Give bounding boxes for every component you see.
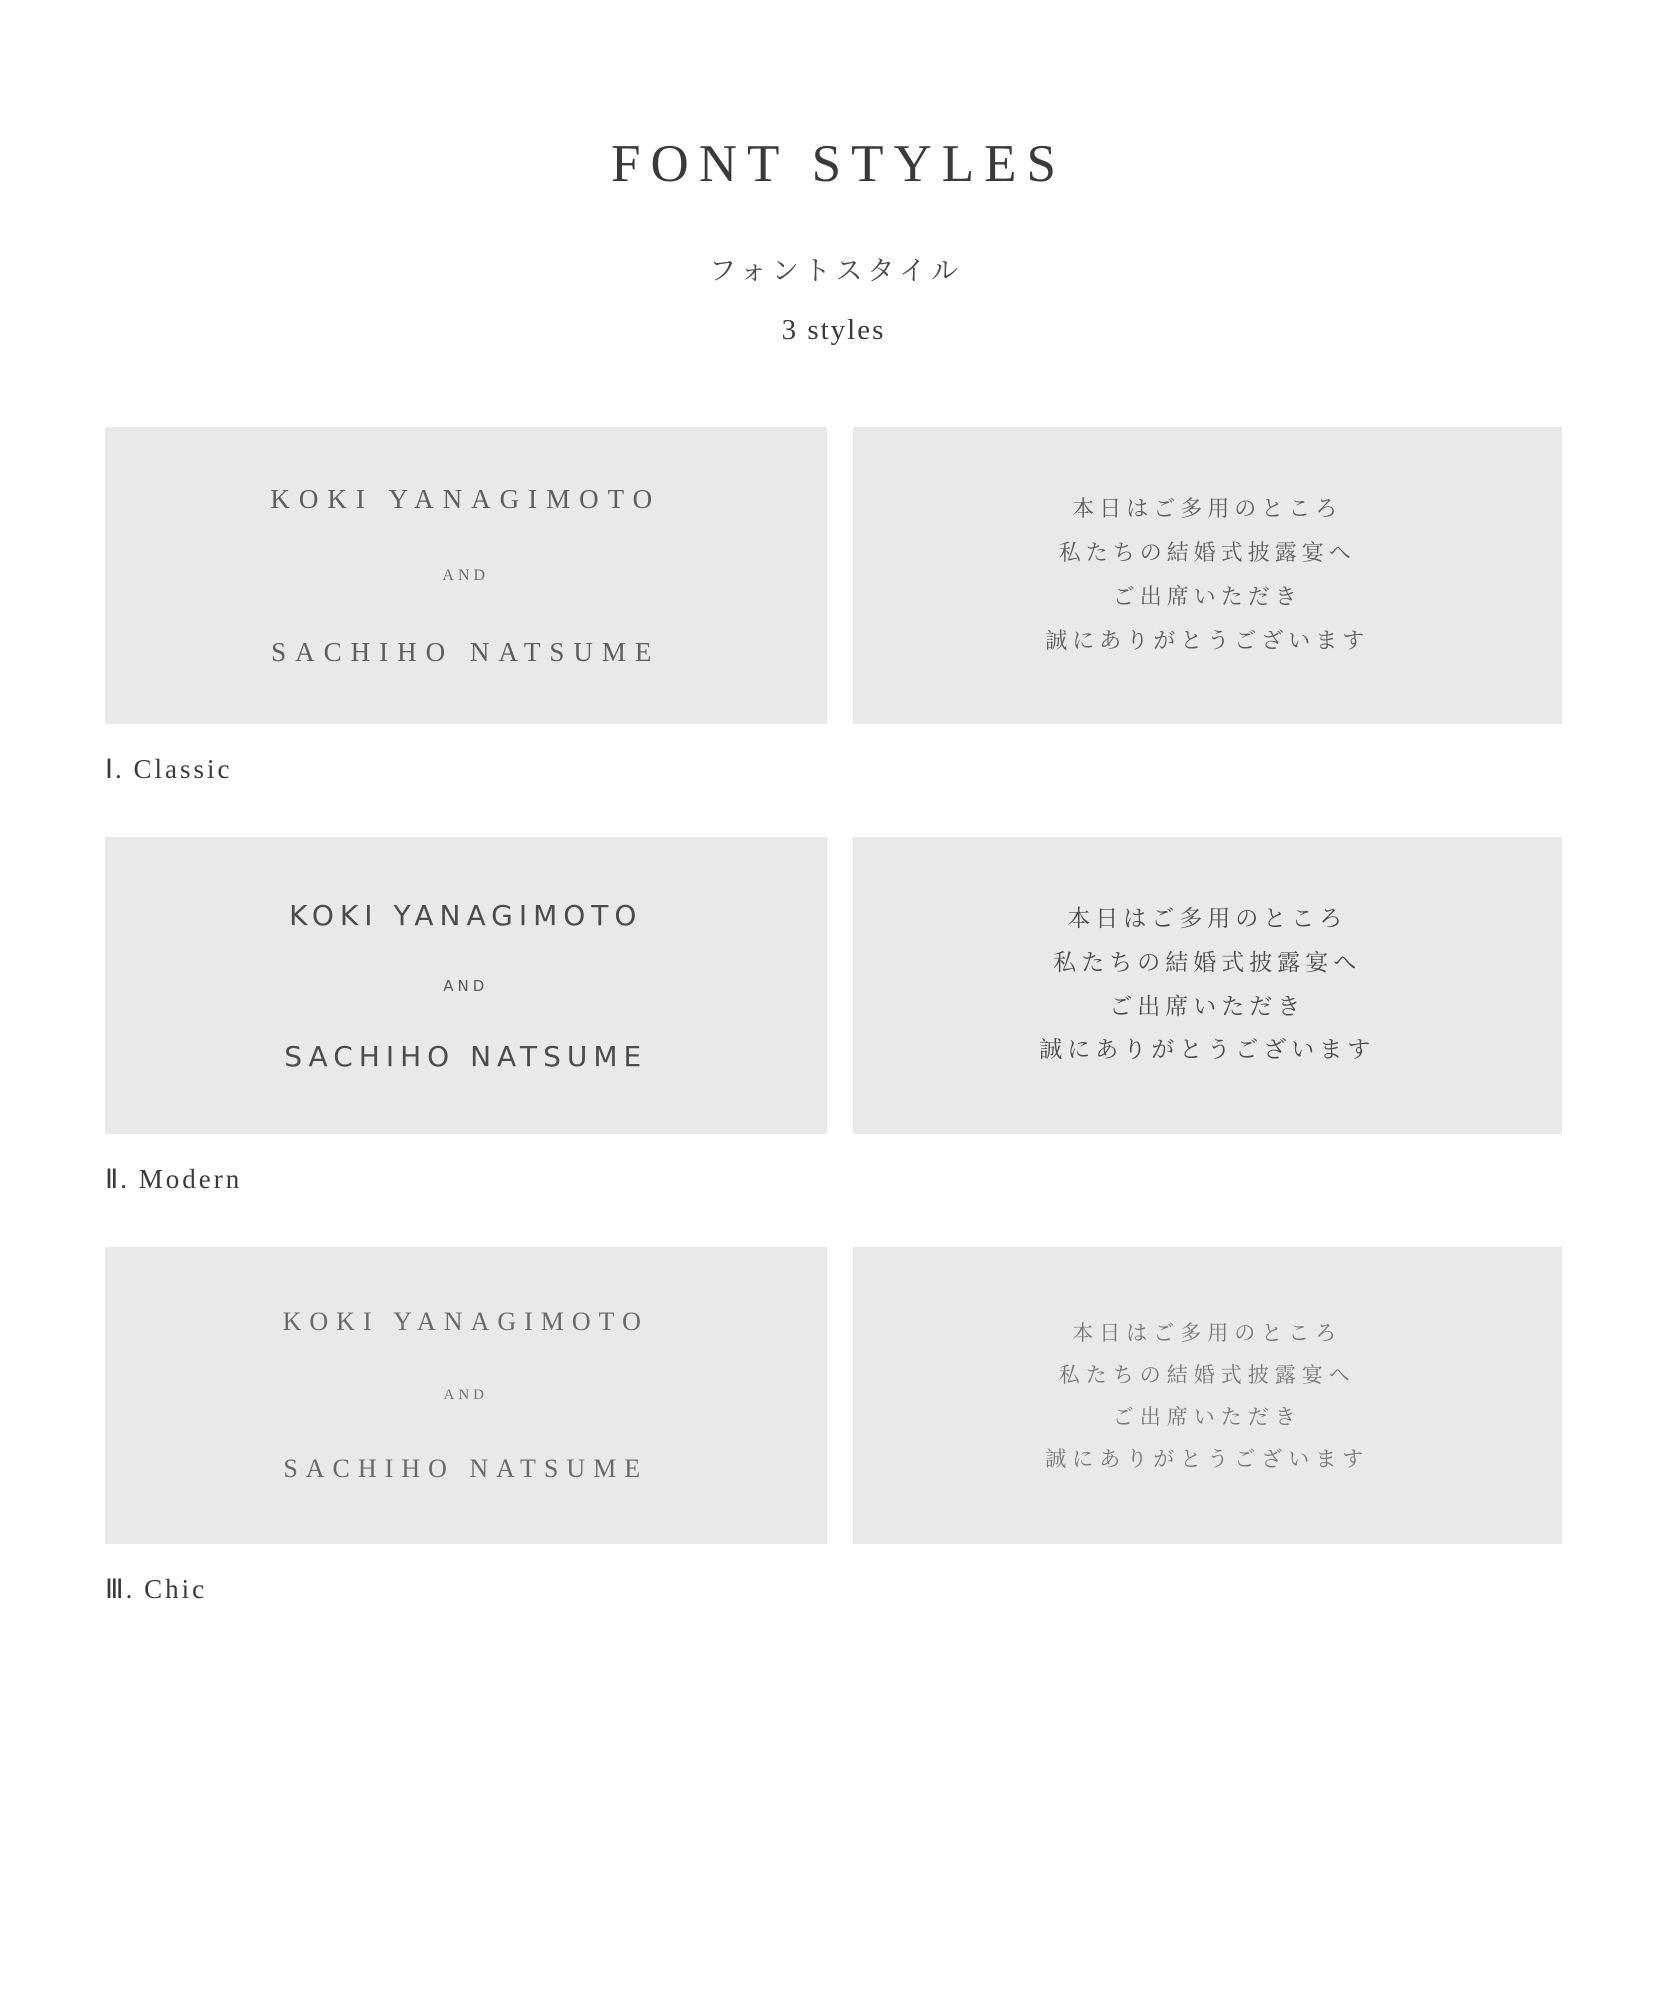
message-line-2: 私たちの結婚式披露宴へ [1053,949,1362,976]
style-label-chic [105,1574,1562,1605]
name-second: SACHIHO NATSUME [284,1039,648,1073]
message-preview-card-modern [853,837,1563,1134]
style-block-chic [0,1247,1667,1605]
message-line-4: 誠にありがとうございます [1045,1446,1370,1471]
message-line-4: 誠にありがとうございます [1039,1037,1376,1064]
message-line-4: 誠にありがとうございます [1045,628,1370,654]
style-numeral: Ⅲ. [105,1574,135,1604]
name-connector: AND [443,1387,488,1403]
message-preview-card-classic [853,427,1563,724]
style-block-modern [0,837,1667,1195]
name-connector: AND [443,976,489,995]
name-second: SACHIHO NATSUME [283,1454,649,1483]
page-title: FONT STYLES [610,135,1067,193]
style-name: Chic [144,1574,208,1604]
style-label-modern [105,1164,1562,1195]
message-line-1: 本日はご多用のところ [1072,496,1343,522]
style-numeral: Ⅱ. [105,1164,130,1194]
names-preview-card-classic [105,427,827,724]
message-preview-card-chic [853,1247,1563,1544]
message-line-1: 本日はご多用のところ [1067,906,1348,933]
name-connector: AND [442,566,490,584]
message-line-3: ご出席いただき [1112,1404,1302,1429]
name-first: KOKI YANAGIMOTO [289,898,643,932]
message-line-2: 私たちの結婚式披露宴へ [1058,1362,1356,1387]
message-line-3: ご出席いただき [1112,584,1302,610]
style-card-row [105,427,1562,724]
page-subtitle-count: 3 styles [781,314,886,346]
names-preview-card-modern [105,837,827,1134]
message-line-2: 私たちの結婚式披露宴へ [1058,540,1356,566]
style-name: Modern [138,1164,243,1194]
names-preview-card-chic [105,1247,827,1544]
name-first: KOKI YANAGIMOTO [270,483,662,514]
style-card-row [105,1247,1562,1544]
message-line-3: ご出席いただき [1109,993,1306,1020]
style-card-row [105,837,1562,1134]
page-header [0,0,1667,347]
page-subtitle-japanese: フォントスタイル [709,256,963,287]
style-label-classic [105,754,1562,785]
style-numeral: Ⅰ. [105,754,124,784]
style-block-classic [0,427,1667,785]
name-first: KOKI YANAGIMOTO [282,1307,649,1336]
message-line-1: 本日はご多用のところ [1072,1320,1343,1345]
style-name: Classic [133,754,233,784]
name-second: SACHIHO NATSUME [271,636,661,667]
style-blocks [0,427,1667,1605]
